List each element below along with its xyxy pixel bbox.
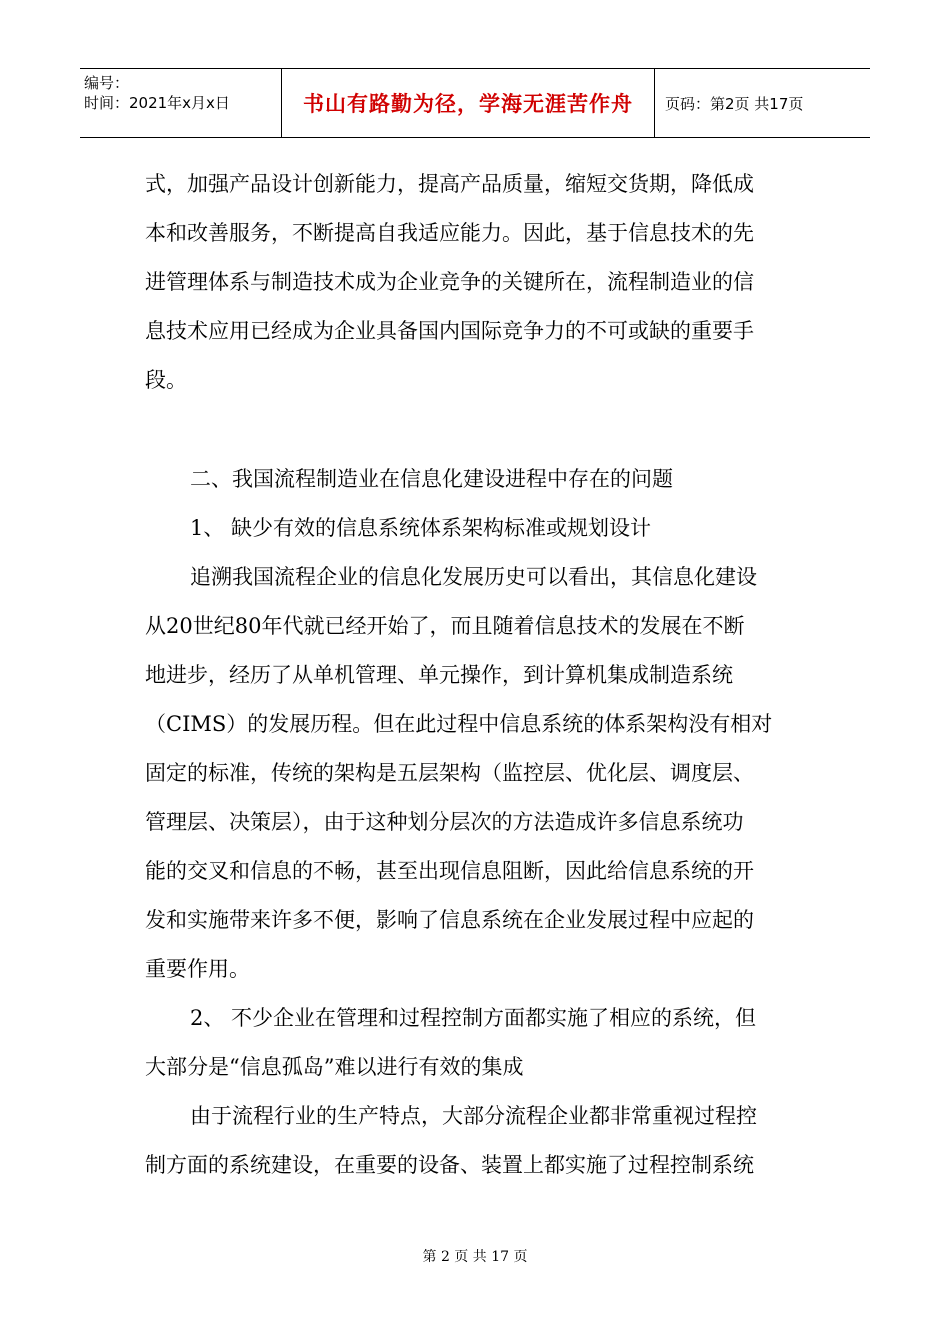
- header-page-info: 页码：第2页 共17页: [665, 94, 804, 113]
- paragraph-line: 进管理体系与制造技术成为企业竞争的关键所在，流程制造业的信: [145, 270, 754, 294]
- paragraph-line: 地进步，经历了从单机管理、单元操作，到计算机集成制造系统: [145, 663, 733, 687]
- header-motto: 书山有路勤为径，学海无涯苦作舟: [282, 69, 655, 137]
- page-footer: 第 2 页 共 17 页: [422, 1249, 528, 1265]
- paragraph-line: 息技术应用已经成为企业具备国内国际竞争力的不可或缺的重要手: [145, 319, 754, 343]
- paragraph-line: 从20世纪80年代就已经开始了，而且随着信息技术的发展在不断: [145, 614, 745, 638]
- section-heading: 二、我国流程制造业在信息化建设进程中存在的问题: [190, 467, 673, 491]
- paragraph-line: 固定的标准，传统的架构是五层架构（监控层、优化层、调度层、: [145, 761, 754, 785]
- paragraph-line: 制方面的系统建设，在重要的设备、装置上都实施了过程控制系统: [145, 1153, 754, 1177]
- item-heading: 1、 缺少有效的信息系统体系架构标准或规划设计: [190, 516, 652, 540]
- paragraph-line: 由于流程行业的生产特点，大部分流程企业都非常重视过程控: [190, 1104, 757, 1128]
- item-heading: 大部分是“信息孤岛”难以进行有效的集成: [145, 1055, 524, 1079]
- item-heading: 2、 不少企业在管理和过程控制方面都实施了相应的系统，但: [190, 1006, 757, 1030]
- paragraph-line: 段。: [145, 368, 187, 392]
- document-body: [145, 160, 810, 1190]
- paragraph-line: 式，加强产品设计创新能力，提高产品质量，缩短交货期，降低成: [145, 172, 754, 196]
- paragraph-line: 本和改善服务，不断提高自我适应能力。因此，基于信息技术的先: [145, 221, 754, 245]
- paragraph-line: 能的交叉和信息的不畅，甚至出现信息阻断，因此给信息系统的开: [145, 859, 754, 883]
- paragraph-line: 发和实施带来许多不便，影响了信息系统在企业发展过程中应起的: [145, 908, 754, 932]
- number-label: 编号：: [84, 74, 130, 92]
- page-header: [80, 68, 870, 138]
- paragraph-line: 管理层、决策层），由于这种划分层次的方法造成许多信息系统功: [145, 810, 744, 834]
- paragraph-line: 重要作用。: [145, 957, 250, 981]
- header-meta-cell: [80, 69, 282, 137]
- paragraph-line: 追溯我国流程企业的信息化发展历史可以看出，其信息化建设: [190, 565, 757, 589]
- paragraph-line: （CIMS）的发展历程。但在此过程中信息系统的体系架构没有相对: [145, 712, 773, 736]
- time-label: 时间：2021年x月x日: [84, 94, 230, 112]
- section-spacer: [145, 405, 810, 455]
